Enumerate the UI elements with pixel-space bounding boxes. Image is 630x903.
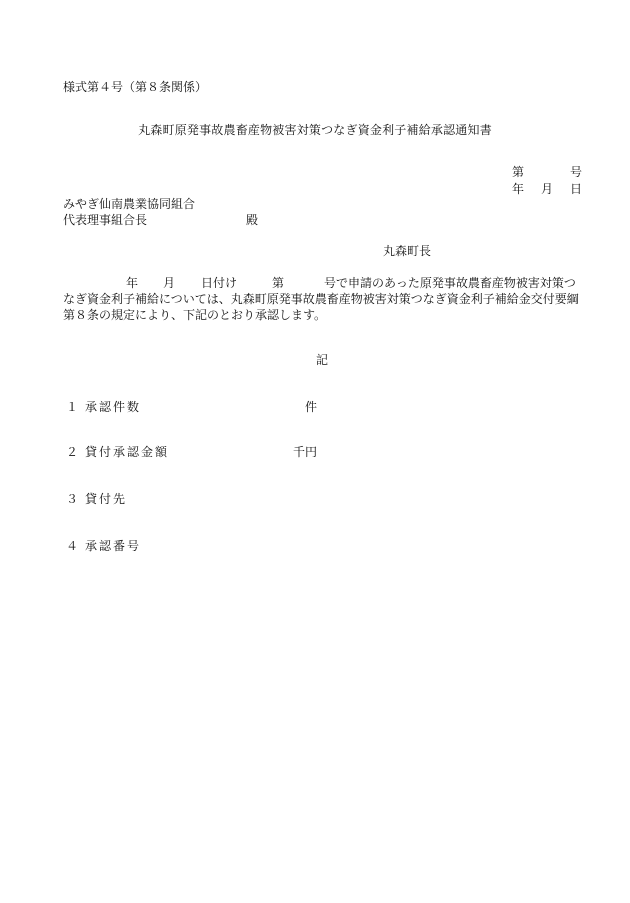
document-title: 丸森町原発事故農畜産物被害対策つなぎ資金利子補給承認通知書 <box>138 123 492 137</box>
date-day-label: 日 <box>570 182 583 196</box>
addressee-organization: みやぎ仙南農業協同組合 <box>63 197 196 211</box>
item-number: １ <box>66 400 79 414</box>
addressee-honorific: 殿 <box>246 213 259 227</box>
ki-heading: 記 <box>316 353 329 367</box>
body-line1-text: 号で申請のあった原発事故農畜産物被害対策つ <box>324 276 576 290</box>
item-label-loan-recipient: 貸付先 <box>85 492 128 506</box>
body-month-label: 月 <box>163 276 176 290</box>
addressee-title: 代表理事組合長 <box>63 213 148 227</box>
issuer-name: 丸森町長 <box>383 244 432 258</box>
form-number: 様式第４号（第８条関係） <box>63 80 208 94</box>
body-date-label: 日付け <box>201 276 238 290</box>
item-label-approved-count: 承認件数 <box>85 400 142 414</box>
item-number: ２ <box>66 445 79 459</box>
item-label-approval-number: 承認番号 <box>85 539 142 553</box>
item-label-loan-amount: 貸付承認金額 <box>85 445 170 459</box>
date-year-label: 年 <box>512 182 525 196</box>
date-month-label: 月 <box>541 182 554 196</box>
item-unit-senen: 千円 <box>293 445 318 459</box>
body-line3-text: 第８条の規定により、下記のとおり承認します。 <box>63 308 327 322</box>
document-number-go: 号 <box>570 165 583 179</box>
item-number: ４ <box>66 539 79 553</box>
document-number-dai: 第 <box>512 165 525 179</box>
body-line2-text: なぎ資金利子補給については、丸森町原発事故農畜産物被害対策つなぎ資金利子補給金交付要綱 <box>63 292 579 306</box>
body-year-label: 年 <box>126 276 139 290</box>
item-unit-ken: 件 <box>305 400 318 414</box>
item-number: ３ <box>66 492 79 506</box>
body-number-dai: 第 <box>272 276 285 290</box>
